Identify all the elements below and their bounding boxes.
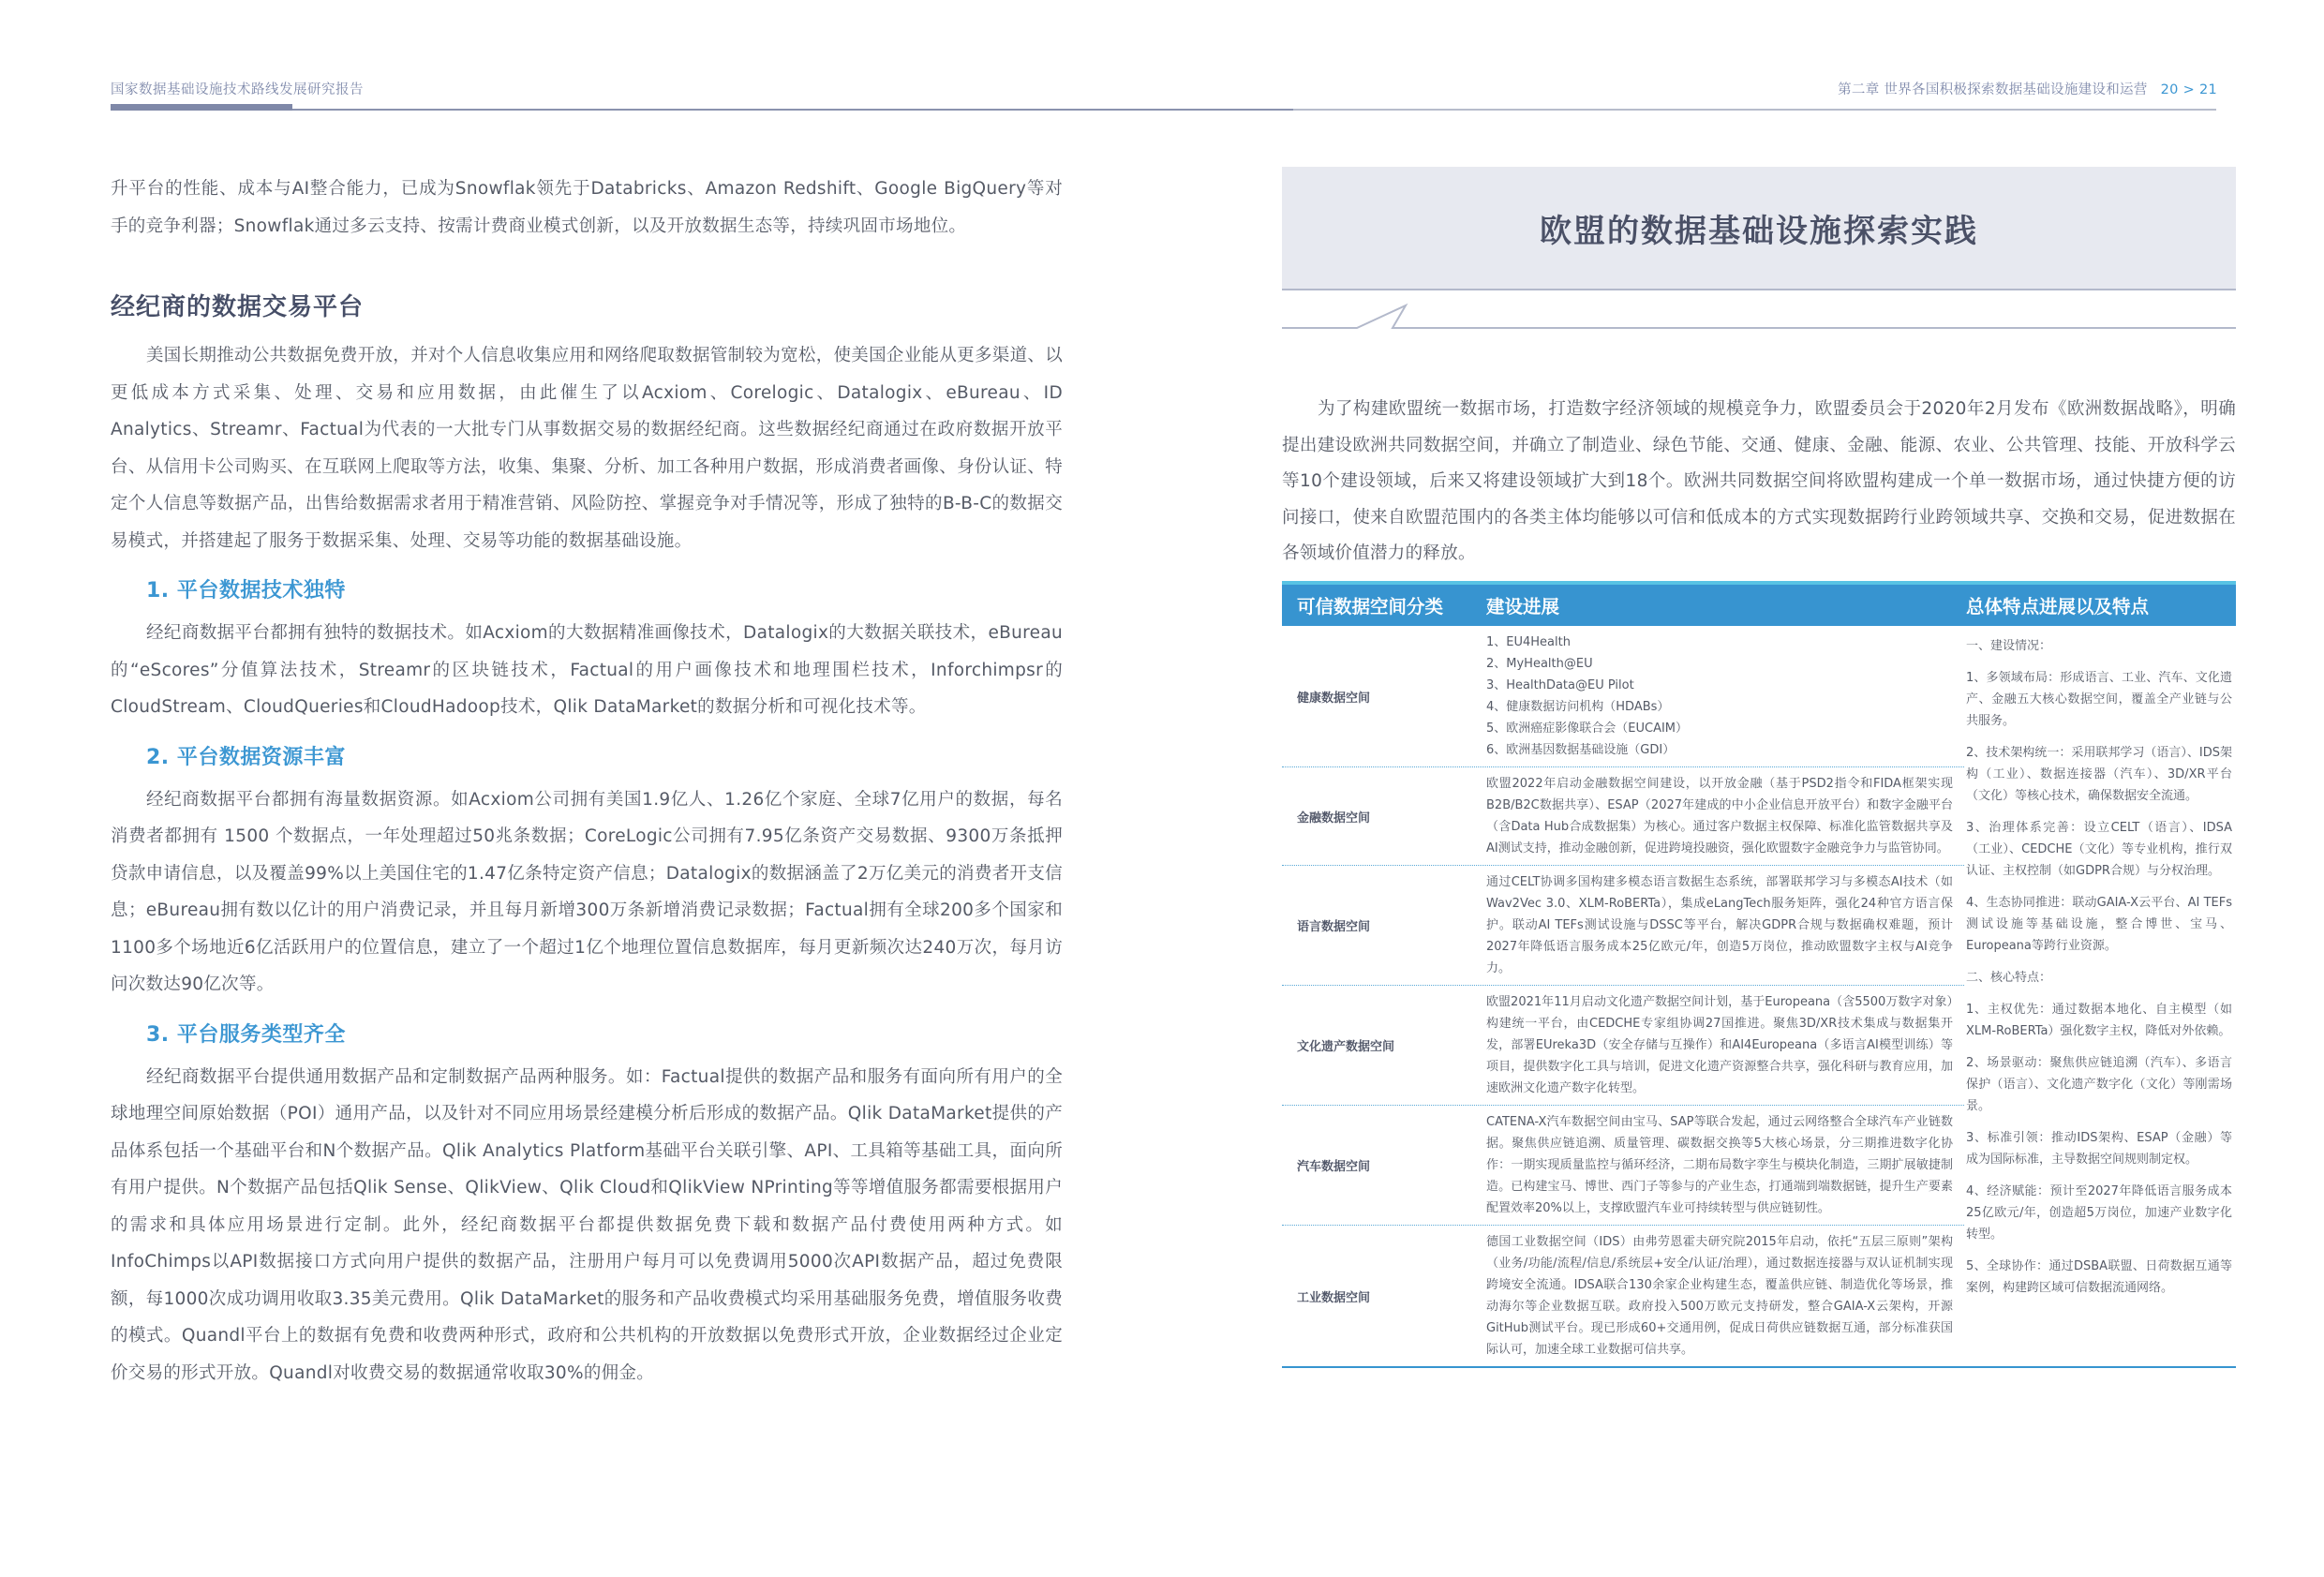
- list-item: 6、欧洲基因数据基础设施（GDI）: [1486, 743, 1676, 757]
- subsection-title-3: 3. 平台服务类型齐全: [146, 1022, 346, 1047]
- chapter-title: 第二章 世界各国积极探索数据基础设施建设和运营: [1838, 82, 2148, 97]
- list-item: 3、HealthData@EU Pilot: [1486, 678, 1634, 692]
- eu-intro: [1282, 392, 2236, 573]
- row-progress: 通过CELT协调多国构建多模态语言数据生态系统，部署联邦学习与多模态AI技术（如Wav2Vec 3.0、XLM-RoBERTa），集成eLangTech服务矩阵，强化24种官方语言保护。联动AI TEFs测试设施与DSSC等平台，解决GDPR合规与数据确权难题，预计2027年降低语言服务成本25亿欧元/年，创造5万岗位，推动欧盟数字主权与AI竞争力。: [1486, 875, 1953, 975]
- row-category: 汽车数据空间: [1297, 1160, 1371, 1174]
- summary-item: 2、技术架构统一：采用联邦学习（语言）、IDS架构（工业）、数据连接器（汽车）、3D/XR平台（文化）等核心技术，确保数据安全流通。: [1966, 746, 2232, 803]
- row-category: 语言数据空间: [1297, 920, 1371, 934]
- chapter-section-banner: [1282, 167, 2236, 290]
- continuation-paragraph: 升平台的性能、成本与AI整合能力，已成为Snowflak领先于Databricks、Amazon Redshift、Google BigQuery等对手的竞争利器；Snowflak通过多云支持、按需计费商业模式创新，以及开放数据生态等，持续巩固市场地位。: [111, 179, 1063, 236]
- list-item: 1、EU4Health: [1486, 635, 1571, 649]
- subsection-paragraph-2: 经纪商数据平台都拥有海量数据资源。如Acxiom公司拥有美国1.9亿人、1.26亿个家庭、全球7亿用户的数据，每名消费者都拥有 1500 个数据点，一年处理超过50兆条数据；CoreLogic公司拥有7.95亿条资产交易数据、9300万条抵押贷款申请信息，以及覆盖99%以上美国住宅的1.47亿条特定资产信息；Datalogix的数据涵盖了2万亿美元的消费者开支信息；eBureau拥有数以亿计的用户消费记录，并且每月新增300万条新增消费记录数据；Factual拥有全球200多个国家和1100多个场地近6亿活跃用户的位置信息，建立了一个超过1亿个地理位置信息数据库，每月更新频次达240万次，每月访问次数达90亿次等。: [111, 789, 1063, 994]
- decorative-line-icon: [1282, 298, 2236, 339]
- row-category: 健康数据空间: [1297, 691, 1371, 706]
- running-header-report-title: 国家数据基础设施技术路线发展研究报告: [111, 82, 364, 97]
- subsection-title-2: 2. 平台数据资源丰富: [146, 745, 346, 769]
- list-item: 2、MyHealth@EU: [1486, 657, 1593, 671]
- column-header-summary: 总体特点进展以及特点: [1966, 596, 2150, 617]
- summary-item: 2、场景驱动：聚焦供应链追溯（汽车）、多语言保护（语言）、文化遗产数字化（文化）等刚需场景。: [1966, 1056, 2232, 1113]
- subsection-title-1: 1. 平台数据技术独特: [146, 579, 346, 603]
- list-item: 5、欧洲癌症影像联合会（EUCAIM）: [1486, 722, 1689, 736]
- row-category: 金融数据空间: [1297, 811, 1371, 826]
- table-row: [1282, 866, 1964, 986]
- column-header-category: 可信数据空间分类: [1297, 596, 1444, 617]
- eu-intro-paragraph: 为了构建欧盟统一数据市场，打造数字经济领域的规模竞争力，欧盟委员会于2020年2月发布《欧洲数据战略》，明确提出建设欧洲共同数据空间，并确立了制造业、绿色节能、交通、健康、金融、能源、农业、公共管理、技能、开放科学云等10个建设领域，后来又将建设领域扩大到18个。欧洲共同数据空间将欧盟构建成一个单一数据市场，通过快捷方便的访问接口，使来自欧盟范围内的各类主体均能够以可信和低成本的方式实现数据跨行业跨领域共享、交换和交易，促进数据在各领域价值潜力的释放。: [1282, 399, 2236, 563]
- data-space-table: [1282, 581, 2236, 1368]
- row-progress: 欧盟2022年启动金融数据空间建设，以开放金融（基于PSD2指令和FIDA框架实现B2B/B2C数据共享）、ESAP（2027年建成的中小企业信息开放平台）和数字金融平台（含Data Hub合成数据集）为核心。通过客户数据主权保障、标准化监管数据共享及AI测试支持，推动金融创新，促进跨境投融资，强化欧盟数字金融竞争力与监管协同。: [1486, 777, 1953, 855]
- left-page-content: [111, 171, 1063, 1391]
- list-item: 4、健康数据访问机构（HDABs）: [1486, 700, 1670, 714]
- summary-item: 3、治理体系完善：设立CELT（语言）、IDSA（工业）、CEDCHE（文化）等专业机构，推行双认证、主权控制（如GDPR合规）与分权治理。: [1966, 821, 2232, 878]
- row-category: 工业数据空间: [1297, 1290, 1371, 1305]
- table-body: [1282, 626, 2236, 1368]
- subsection-paragraph-1: 经纪商数据平台都拥有独特的数据技术。如Acxiom的大数据精准画像技术，Datalogix的大数据关联技术，eBureau的“eScores”分值算法技术，Streamr的区块链技术，Factual的用户画像技术和地理围栏技术，Inforchimpsr的CloudStream、CloudQueries和CloudHadoop技术，Qlik DataMarket的数据分析和可视化技术等。: [111, 623, 1063, 717]
- summary-item: 4、经济赋能：预计至2027年降低语言服务成本25亿欧元/年，创造超5万岗位，加速产业数字化转型。: [1966, 1184, 2232, 1242]
- summary-item: 1、主权优先：通过数据本地化、自主模型（如XLM-RoBERTa）强化数字主权，降低对外依赖。: [1966, 1003, 2232, 1038]
- summary-item: 3、标准引领：推动IDS架构、ESAP（金融）等成为国际标准，主导数据空间规则制定权。: [1966, 1131, 2232, 1167]
- summary-item: 5、全球协作：通过DSBA联盟、日荷数据互通等案例，构建跨区域可信数据流通网络。: [1966, 1259, 2232, 1295]
- header-accent-bar: [111, 104, 292, 111]
- table-row: [1282, 1226, 1964, 1366]
- header-divider-right: [1293, 109, 2216, 111]
- table-header-row: [1282, 585, 2236, 626]
- table-rows: [1282, 626, 1964, 1366]
- table-row: [1282, 986, 1964, 1106]
- summary-item: 4、生态协同推进：联动GAIA-X云平台、AI TEFs测试设施等基础设施，整合博世、宝马、Europeana等跨行业资源。: [1966, 896, 2232, 953]
- summary-heading: 一、建设情况：: [1966, 639, 2052, 653]
- running-header-chapter: [1838, 79, 2217, 98]
- section-paragraph: 美国长期推动公共数据免费开放，并对个人信息收集应用和网络爬取数据管制较为宽松，使美国企业能从更多渠道、以更低成本方式采集、处理、交易和应用数据，由此催生了以Acxiom、Corelogic、Datalogix、eBureau、ID Analytics、Streamr、Factual为代表的一大批专门从事数据交易的数据经纪商。这些数据经纪商通过在政府数据开放平台、从信用卡公司购买、在互联网上爬取等方法，收集、集聚、分析、加工各种用户数据，形成消费者画像、身份认证、特定个人信息等数据产品，出售给数据需求者用于精准营销、风险防控、掌握竞争对手情况等，形成了独特的B-B-C的数据交易模式，并搭建起了服务于数据采集、处理、交易等功能的数据基础设施。: [111, 346, 1063, 551]
- summary-column: [1964, 626, 2236, 1366]
- table-row: [1282, 626, 1964, 767]
- summary-heading: 二、核心特点：: [1966, 971, 2052, 985]
- section-title: 经纪商的数据交易平台: [111, 293, 365, 321]
- row-progress: CATENA-X汽车数据空间由宝马、SAP等联合发起，通过云网络整合全球汽车产业链数据。聚焦供应链追溯、质量管理、碳数据交换等5大核心场景，分三期推进数字化协作：一期实现质量监控与循环经济，二期布局数字孪生与模块化制造，三期扩展敏捷制造。已构建宝马、博世、西门子等参与的产业生态，打通端到端数据链，提升生产要素配置效率20%以上，支撑欧盟汽车业可持续转型与供应链韧性。: [1486, 1115, 1953, 1215]
- row-progress: 德国工业数据空间（IDS）由弗劳恩霍夫研究院2015年启动，依托“五层三原则”架构（业务/功能/流程/信息/系统层+安全/认证/治理），通过数据连接器与双认证机制实现跨境安全流通。IDSA联合130余家企业构建生态，覆盖供应链、制造优化等场景，推动海尔等企业数据互联。政府投入500万欧元支持研发，整合GAIA-X云架构，开源GitHub测试平台。现已形成60+交通用例，促成日荷供应链数据互通，部分标准获国际认可，加速全球工业数据可信共享。: [1486, 1235, 1953, 1357]
- column-header-progress: 建设进展: [1486, 596, 1560, 617]
- summary-item: 1、多领域布局：形成语言、工业、汽车、文化遗产、金融五大核心数据空间，覆盖全产业链与公共服务。: [1966, 671, 2232, 728]
- table-row: [1282, 767, 1964, 866]
- row-category: 文化遗产数据空间: [1297, 1040, 1395, 1054]
- row-progress-list: [1477, 626, 1964, 766]
- table-row: [1282, 1106, 1964, 1226]
- header-divider-left: [292, 109, 1293, 111]
- row-progress: 欧盟2021年11月启动文化遗产数据空间计划，基于Europeana（含5500万数字对象）构建统一平台，由CEDCHE专家组协调27国推进。聚焦3D/XR技术集成与数据集开发，部署EUreka3D（安全存储与互操作）和AI4Europeana（多语言AI模型训练）等项目，提供数字化工具与培训，促进文化遗产资源整合共享，强化科研与教育应用，加速欧洲文化遗产数字化转型。: [1486, 995, 1953, 1095]
- page-numbers: 20 > 21: [2160, 82, 2217, 97]
- section-banner-title: 欧盟的数据基础设施探索实践: [1540, 212, 1978, 250]
- subsection-paragraph-3: 经纪商数据平台提供通用数据产品和定制数据产品两种服务。如：Factual提供的数据产品和服务有面向所有用户的全球地理空间原始数据（POI）通用产品，以及针对不同应用场景经建模分析后形成的数据产品。Qlik DataMarket提供的产品体系包括一个基础平台和N个数据产品。Qlik Analytics Platform基础平台关联引擎、API、工具箱等基础工具，面向所有用户提供。N个数据产品包括Qlik Sense、QlikView、Qlik Cloud和QlikView NPrinting等等增值服务都需要根据用户的需求和具体应用场景进行定制。此外，经纪商数据平台都提供数据免费下载和数据产品付费使用两种方式。如InfoChimps以API数据接口方式向用户提供的数据产品，注册用户每月可以免费调用5000次API数据产品，超过免费限额，每1000次成功调用收取3.35美元费用。Qlik DataMarket的服务和产品收费模式均采用基础服务免费，增值服务收费的模式。Quandl平台上的数据有免费和收费两种形式，政府和公共机构的开放数据以免费形式开放，企业数据经过企业定价交易的形式开放。Quandl对收费交易的数据通常收取30%的佣金。: [111, 1066, 1063, 1383]
